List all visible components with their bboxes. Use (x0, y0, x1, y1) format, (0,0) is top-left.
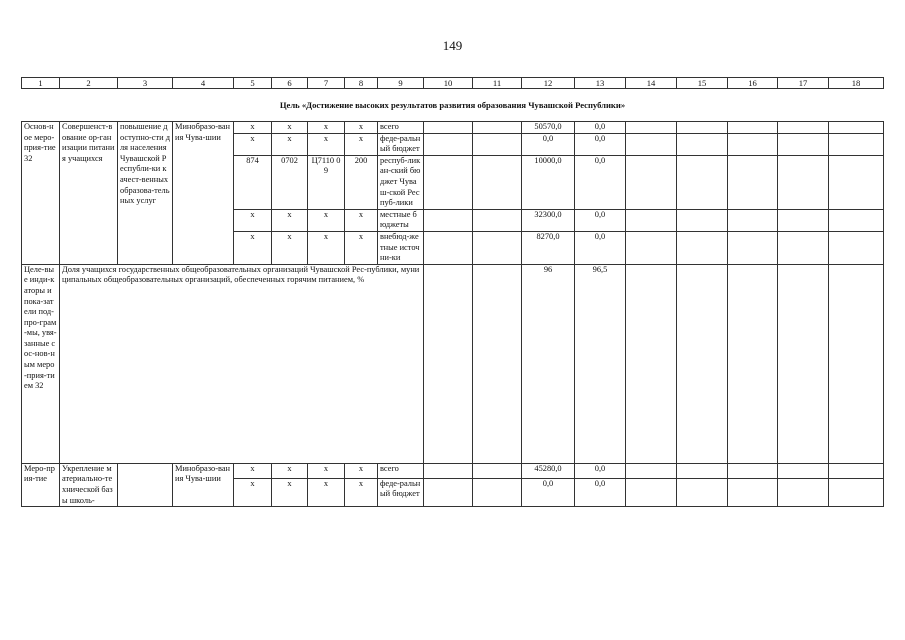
empty-cell (677, 155, 728, 209)
empty-cell (829, 478, 884, 507)
empty-cell (626, 231, 677, 264)
activity-name: Совершенст-вование ор-ганизации питания учащихся (60, 122, 118, 265)
executor: Минобразо-вания Чува-шии (173, 463, 234, 506)
column-number: 4 (173, 78, 234, 89)
source-cell: всего (378, 463, 424, 478)
rzpr-cell: x (272, 133, 308, 155)
value-cell-13: 0,0 (575, 463, 626, 478)
vr-cell: x (345, 463, 378, 478)
column-number: 7 (308, 78, 345, 89)
empty-cell (473, 155, 522, 209)
empty-cell (778, 231, 829, 264)
rzpr-cell: x (272, 478, 308, 507)
empty-cell (626, 133, 677, 155)
rzpr-cell: 0702 (272, 155, 308, 209)
activity-description (118, 463, 173, 506)
empty-cell (728, 209, 778, 231)
empty-cell (728, 264, 778, 463)
table-row (22, 122, 884, 134)
empty-cell (473, 264, 522, 463)
empty-cell (728, 122, 778, 134)
vr-cell: x (345, 133, 378, 155)
value-cell-12: 0,0 (522, 478, 575, 507)
activity-label: Основ-ное меро-прия-тие 32 (22, 122, 60, 265)
empty-cell (677, 122, 728, 134)
page-number: 149 (442, 38, 463, 53)
empty-cell (829, 264, 884, 463)
grbs-cell: x (234, 209, 272, 231)
executor: Минобразо-вания Чува-шии (173, 122, 234, 265)
empty-cell (424, 209, 473, 231)
goal-row (22, 89, 884, 122)
column-number: 12 (522, 78, 575, 89)
table-row (22, 463, 884, 478)
grbs-cell: x (234, 231, 272, 264)
empty-cell (473, 463, 522, 478)
column-number: 11 (473, 78, 522, 89)
column-number: 2 (60, 78, 118, 89)
value-cell-13: 0,0 (575, 155, 626, 209)
vr-cell: x (345, 209, 378, 231)
empty-cell (728, 155, 778, 209)
activity-name: Укрепление материально-технической базы школь- (60, 463, 118, 506)
activity-label: Меро-прия-тие (22, 463, 60, 506)
csr-cell: Ц7110 09 (308, 155, 345, 209)
empty-cell (626, 122, 677, 134)
csr-cell: x (308, 463, 345, 478)
column-number: 16 (728, 78, 778, 89)
csr-cell: x (308, 133, 345, 155)
rzpr-cell: x (272, 209, 308, 231)
empty-cell (473, 122, 522, 134)
empty-cell (424, 264, 473, 463)
indicator-text: Доля учащихся государственных общеобразовательных организаций Чувашской Рес-публики, муниципальных общеобразовательных организаций, обеспеченных горячим питанием, % (60, 264, 424, 463)
column-number: 18 (829, 78, 884, 89)
value-cell-12: 32300,0 (522, 209, 575, 231)
empty-cell (778, 133, 829, 155)
empty-cell (778, 155, 829, 209)
empty-cell (829, 155, 884, 209)
csr-cell: x (308, 231, 345, 264)
rzpr-cell: x (272, 463, 308, 478)
indicator-value-13: 96,5 (575, 264, 626, 463)
column-number: 5 (234, 78, 272, 89)
value-cell-12: 8270,0 (522, 231, 575, 264)
source-cell: местные бюджеты (378, 209, 424, 231)
empty-cell (778, 463, 829, 478)
empty-cell (778, 264, 829, 463)
vr-cell: x (345, 478, 378, 507)
grbs-cell: 874 (234, 155, 272, 209)
source-cell: феде-ральный бюджет (378, 478, 424, 507)
empty-cell (829, 463, 884, 478)
grbs-cell: x (234, 122, 272, 134)
column-number: 10 (424, 78, 473, 89)
column-number-row (22, 78, 884, 89)
grbs-cell: x (234, 478, 272, 507)
value-cell-12: 50570,0 (522, 122, 575, 134)
empty-cell (473, 209, 522, 231)
empty-cell (424, 122, 473, 134)
empty-cell (473, 133, 522, 155)
empty-cell (626, 478, 677, 507)
empty-cell (778, 122, 829, 134)
empty-cell (626, 264, 677, 463)
activity-description: повышение доступно-сти для населения Чувашской Республи-ки качест-венных образова-тельных услуг (118, 122, 173, 265)
empty-cell (728, 231, 778, 264)
empty-cell (424, 478, 473, 507)
column-number: 13 (575, 78, 626, 89)
column-number: 3 (118, 78, 173, 89)
value-cell-13: 0,0 (575, 122, 626, 134)
source-cell: всего (378, 122, 424, 134)
empty-cell (626, 463, 677, 478)
source-cell: внебюд-жетные источни-ки (378, 231, 424, 264)
csr-cell: x (308, 122, 345, 134)
grbs-cell: x (234, 463, 272, 478)
empty-cell (424, 155, 473, 209)
source-cell: феде-ральный бюджет (378, 133, 424, 155)
column-number: 15 (677, 78, 728, 89)
column-number: 1 (22, 78, 60, 89)
value-cell-13: 0,0 (575, 133, 626, 155)
empty-cell (677, 264, 728, 463)
column-number: 6 (272, 78, 308, 89)
value-cell-13: 0,0 (575, 478, 626, 507)
empty-cell (424, 231, 473, 264)
indicator-label: Целе-вые инди-каторы и пока-затели под-про-грам-мы, увя-занные с ос-нов-ным меро-прия-тием 32 (22, 264, 60, 463)
vr-cell: x (345, 231, 378, 264)
goal-title: Цель «Достижение высоких результатов развития образования Чувашской Республики» (22, 89, 884, 122)
value-cell-13: 0,0 (575, 231, 626, 264)
empty-cell (424, 463, 473, 478)
empty-cell (829, 122, 884, 134)
source-cell: респуб-ликан-ский бюджет Чуваш-ской Респуб-лики (378, 155, 424, 209)
csr-cell: x (308, 478, 345, 507)
empty-cell (473, 231, 522, 264)
empty-cell (728, 463, 778, 478)
empty-cell (677, 133, 728, 155)
empty-cell (473, 478, 522, 507)
column-number: 14 (626, 78, 677, 89)
empty-cell (728, 133, 778, 155)
column-number: 8 (345, 78, 378, 89)
empty-cell (677, 209, 728, 231)
empty-cell (728, 478, 778, 507)
rzpr-cell: x (272, 231, 308, 264)
empty-cell (778, 478, 829, 507)
value-cell-12: 45280,0 (522, 463, 575, 478)
column-number: 17 (778, 78, 829, 89)
empty-cell (829, 133, 884, 155)
budget-table (21, 77, 884, 507)
empty-cell (829, 231, 884, 264)
csr-cell: x (308, 209, 345, 231)
empty-cell (677, 478, 728, 507)
empty-cell (626, 155, 677, 209)
indicator-row (22, 264, 884, 463)
value-cell-12: 0,0 (522, 133, 575, 155)
column-number: 9 (378, 78, 424, 89)
value-cell-12: 10000,0 (522, 155, 575, 209)
empty-cell (424, 133, 473, 155)
indicator-value-12: 96 (522, 264, 575, 463)
empty-cell (829, 209, 884, 231)
value-cell-13: 0,0 (575, 209, 626, 231)
rzpr-cell: x (272, 122, 308, 134)
vr-cell: 200 (345, 155, 378, 209)
empty-cell (626, 209, 677, 231)
empty-cell (677, 463, 728, 478)
grbs-cell: x (234, 133, 272, 155)
vr-cell: x (345, 122, 378, 134)
empty-cell (778, 209, 829, 231)
empty-cell (677, 231, 728, 264)
